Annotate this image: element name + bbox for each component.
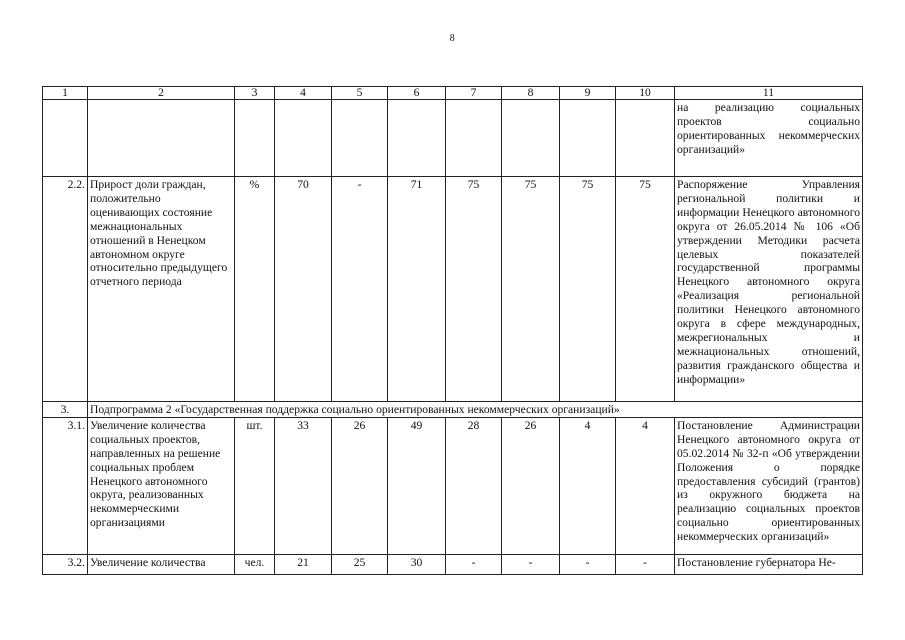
value-cell-4: 70 [275,177,332,402]
unit-cell: шт. [235,417,275,554]
value-cell-7: 28 [446,417,502,554]
row-number: 3.1. [43,417,88,554]
value-cell-4: 33 [275,417,332,554]
value-cell-7: 75 [446,177,502,402]
value-cell-9 [560,100,616,177]
value-cell-8: 75 [502,177,560,402]
unit-cell: % [235,177,275,402]
value-cell-10 [616,100,675,177]
table-row-continuation [43,100,863,177]
column-header-9: 9 [560,87,616,100]
value-cell-9: 4 [560,417,616,554]
value-cell-10: 4 [616,417,675,554]
value-cell-5: 26 [332,417,388,554]
value-cell-6: 71 [388,177,446,402]
table-row-2-2 [43,177,863,402]
column-header-10: 10 [616,87,675,100]
source-document: на реализацию социальных проектов социально ориентированных некоммерческих организаций» [675,100,863,177]
column-header-5: 5 [332,87,388,100]
page-number: 8 [449,33,456,44]
row-number: 2.2. [43,177,88,402]
value-cell-5: 25 [332,554,388,574]
value-cell-9: - [560,554,616,574]
indicator-table [42,86,863,575]
unit-cell [235,100,275,177]
value-cell-6: 30 [388,554,446,574]
column-number-header-row [43,87,863,100]
value-cell-7: - [446,554,502,574]
column-header-3: 3 [235,87,275,100]
indicator-name: Увеличение количества социальных проектов, направленных на решение социальных проблем Ненецкого автономного округа, реализованных некоммерческими организациями [88,417,235,554]
value-cell-4: 21 [275,554,332,574]
column-header-6: 6 [388,87,446,100]
value-cell-6 [388,100,446,177]
source-document: Постановление губернатора Не- [675,554,863,574]
value-cell-10: 75 [616,177,675,402]
table-row-3-2 [43,554,863,574]
source-document: Распоряжение Управления региональной политики и информации Ненецкого автономного округа от 26.05.2014 № 106 «Об утверждении Методики расчета целевых показателей государственной программы Ненецкого автономного округа «Реализация региональной политики Ненецкого автономного округа в сфере международных, межрегиональных и межнациональных отношений, развития гражданского общества и информации» [675,177,863,402]
column-header-11: 11 [675,87,863,100]
subprogram-title: Подпрограмма 2 «Государственная поддержка социально ориентированных некоммерческих организаций» [88,402,863,418]
column-header-1: 1 [43,87,88,100]
indicator-name [88,100,235,177]
value-cell-7 [446,100,502,177]
value-cell-8 [502,100,560,177]
column-header-4: 4 [275,87,332,100]
value-cell-9: 75 [560,177,616,402]
row-number: 3. [43,402,88,418]
row-number [43,100,88,177]
value-cell-5 [332,100,388,177]
source-document: Постановление Администрации Ненецкого автономного округа от 05.02.2014 № 32-п «Об утверждении Положения о порядке предоставления субсидий (грантов) из окружного бюджета на реализацию социальных проектов социально ориентированных некоммерческих организаций» [675,417,863,554]
row-number: 3.2. [43,554,88,574]
column-header-2: 2 [88,87,235,100]
table-row-subprogram [43,402,863,418]
value-cell-4 [275,100,332,177]
value-cell-8: 26 [502,417,560,554]
column-header-8: 8 [502,87,560,100]
value-cell-10: - [616,554,675,574]
column-header-7: 7 [446,87,502,100]
table-row-3-1 [43,417,863,554]
indicator-name: Увеличение количества [88,554,235,574]
value-cell-5: - [332,177,388,402]
value-cell-6: 49 [388,417,446,554]
value-cell-8: - [502,554,560,574]
indicator-name: Прирост доли граждан, положительно оценивающих состояние межнациональных отношений в Ненецком автономном округе относительно предыдущего отчетного периода [88,177,235,402]
unit-cell: чел. [235,554,275,574]
